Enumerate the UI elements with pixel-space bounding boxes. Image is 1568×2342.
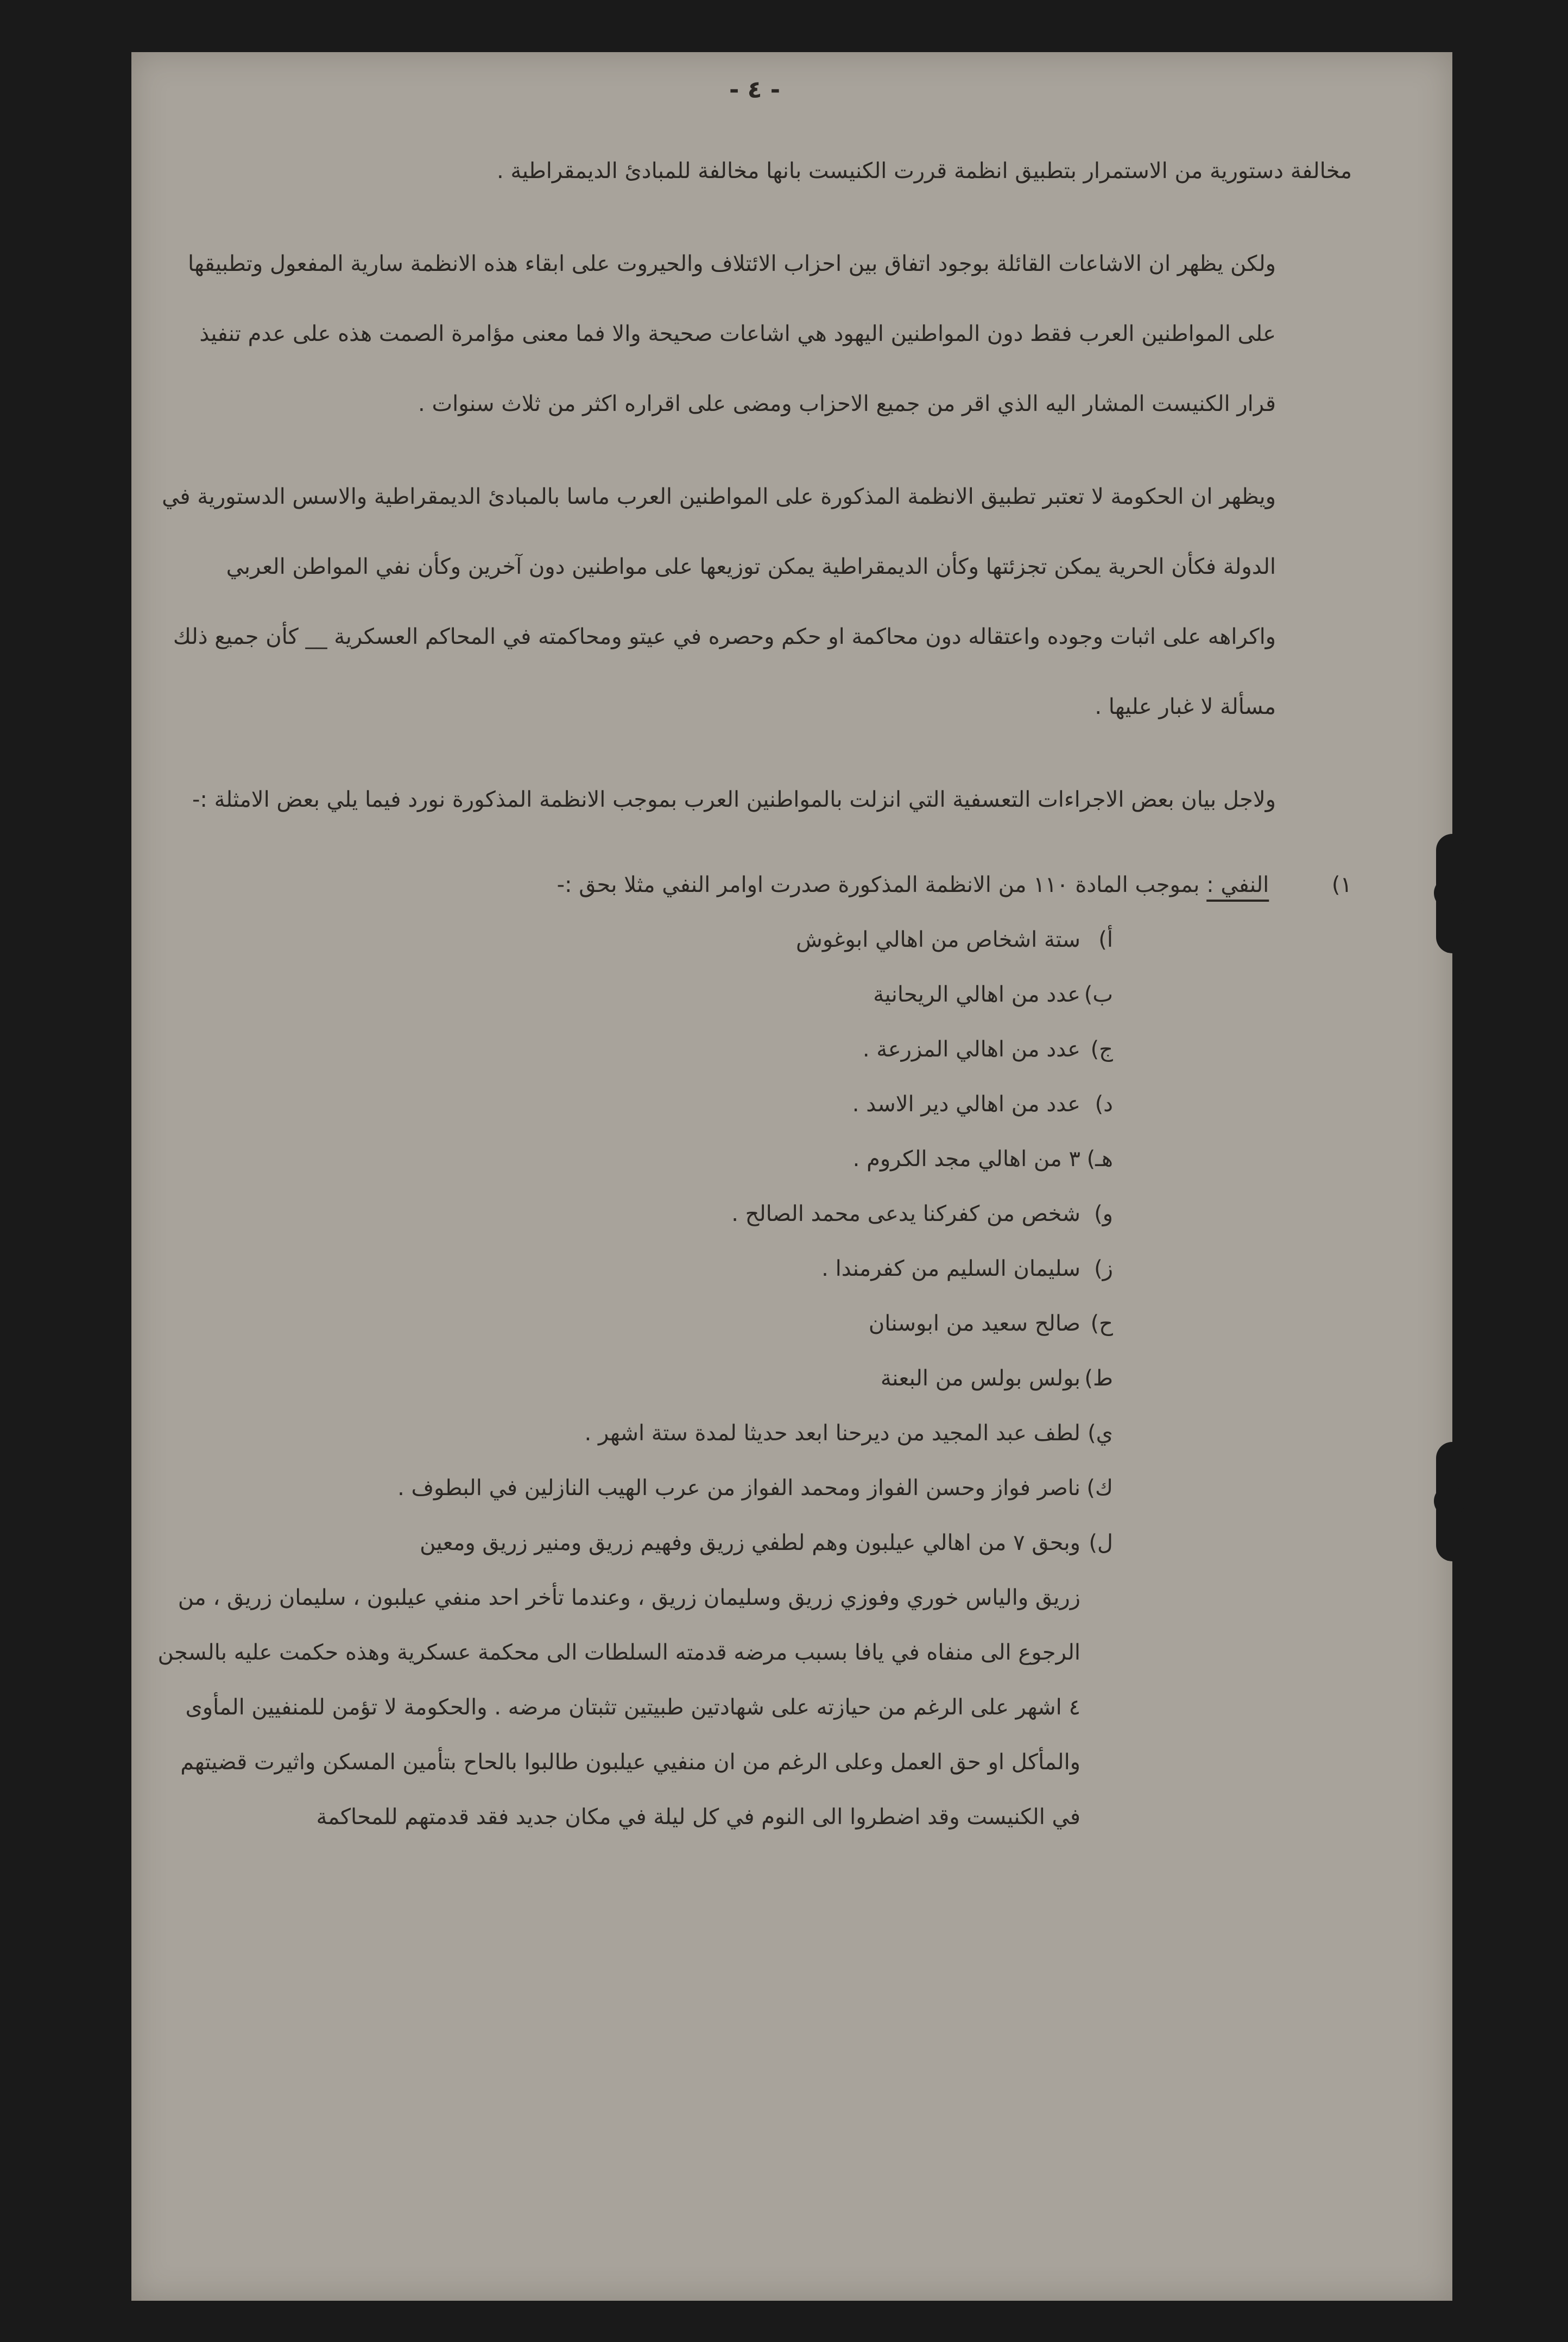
list-item: ط)بولس بولس من البعنة — [880, 1366, 1113, 1391]
paragraph-1: مخالفة دستورية من الاستمرار بتطبيق انظمة قررت الكنيست بانها مخالفة للمبادئ الديمقراطية . — [497, 159, 1352, 183]
section-exile — [157, 858, 1352, 913]
section-text: بموجب المادة ١١٠ من الانظمة المذكورة صدرت اوامر النفي مثلا بحق :- — [557, 872, 1200, 897]
list-item: ح)صالح سعيد من ابوسنان — [868, 1311, 1113, 1336]
page-number: - ٤ - — [729, 76, 781, 104]
list-item: ز)سليمان السليم من كفرمندا . — [821, 1256, 1113, 1281]
list-item: ب)عدد من اهالي الريحانية — [873, 982, 1113, 1007]
list-item: ك)ناصر فواز وحسن الفواز ومحمد الفواز من عرب الهيب النازلين في البطوف . — [397, 1476, 1113, 1501]
list-item: ي)لطف عبد المجيد من ديرحنا ابعد حديثا لمدة ستة اشهر . — [584, 1421, 1113, 1446]
last-item-continuation: زريق والياس خوري وفوزي زريق وسليمان زريق ، وعندما تأخر احد منفي عيلبون ، سليمان زريق ، من الرجوع الى منفاه في يافا بسبب مرضه قدمته السلطات الى محكمة عسكرية وهذه حكمت عليه بالسجن ٤ اشهر على الرغم من حيازته على شهادتين طبيتين تثبتان مرضه . والحكومة لا تؤمن للمنفيين المأوى والمأكل او حق العمل وعلى الرغم من ان منفيي عيلبون طالبوا بالحاح بتأمين المسكن واثيرت قضيتهم في الكنيست وقد اضطروا الى النوم في كل ليلة في مكان جديد فقد قدمتهم للمحاكمة — [157, 1585, 1080, 1830]
torn-edge-bottom — [1436, 1442, 1458, 1561]
list-item: أ)ستة اشخاص من اهالي ابوغوش — [795, 927, 1113, 952]
paragraph-4: ولاجل بيان بعض الاجراءات التعسفية التي انزلت بالمواطنين العرب بموجب الانظمة المذكورة نورد فيما يلي بعض الامثلة :- — [192, 787, 1276, 812]
list-item-last: ل)وبحق ٧ من اهالي عيلبون وهم لطفي زريق وفهيم زريق ومنير زريق ومعين — [420, 1530, 1113, 1555]
paragraph-2: ولكن يظهر ان الاشاعات القائلة بوجود اتفاق بين احزاب الائتلاف والحيروت على ابقاء هذه الانظمة سارية المفعول وتطبيقها على المواطنين العرب فقط دون المواطنين اليهود هي اشاعات صحيحة والا فما معنى مؤامرة الصمت هذه على عدم تنفيذ قرار الكنيست المشار اليه الذي اقر من جميع الاحزاب ومضى على اقراره اكثر من ثلاث سنوات . — [187, 251, 1276, 416]
torn-edge-top — [1436, 834, 1458, 953]
list-item: و)شخص من كفركنا يدعى محمد الصالح . — [731, 1201, 1113, 1226]
section-number: ١) — [1331, 872, 1352, 897]
document-body — [157, 76, 1352, 1845]
paragraph-3: ويظهر ان الحكومة لا تعتبر تطبيق الانظمة المذكورة على المواطنين العرب ماسا بالمبادئ الديمقراطية والاسس الدستورية في الدولة فكأن الحرية يمكن تجزئتها وكأن الديمقراطية يمكن توزيعها على مواطنين دون آخرين وكأن نفي المواطن العربي واكراهه على اثبات وجوده واعتقاله دون محاكمة او حكم وحصره في عيتو ومحاكمته في المحاكم العسكرية __ كأن جميع ذلك مسألة لا غبار عليها . — [162, 484, 1276, 719]
exile-list — [157, 913, 1352, 1571]
list-item: هـ)٣ من اهالي مجد الكروم . — [852, 1147, 1113, 1172]
list-item: د)عدد من اهالي دير الاسد . — [852, 1092, 1113, 1117]
section-keyword: النفي : — [1206, 872, 1269, 897]
list-item: ج)عدد من اهالي المزرعة . — [862, 1037, 1113, 1062]
